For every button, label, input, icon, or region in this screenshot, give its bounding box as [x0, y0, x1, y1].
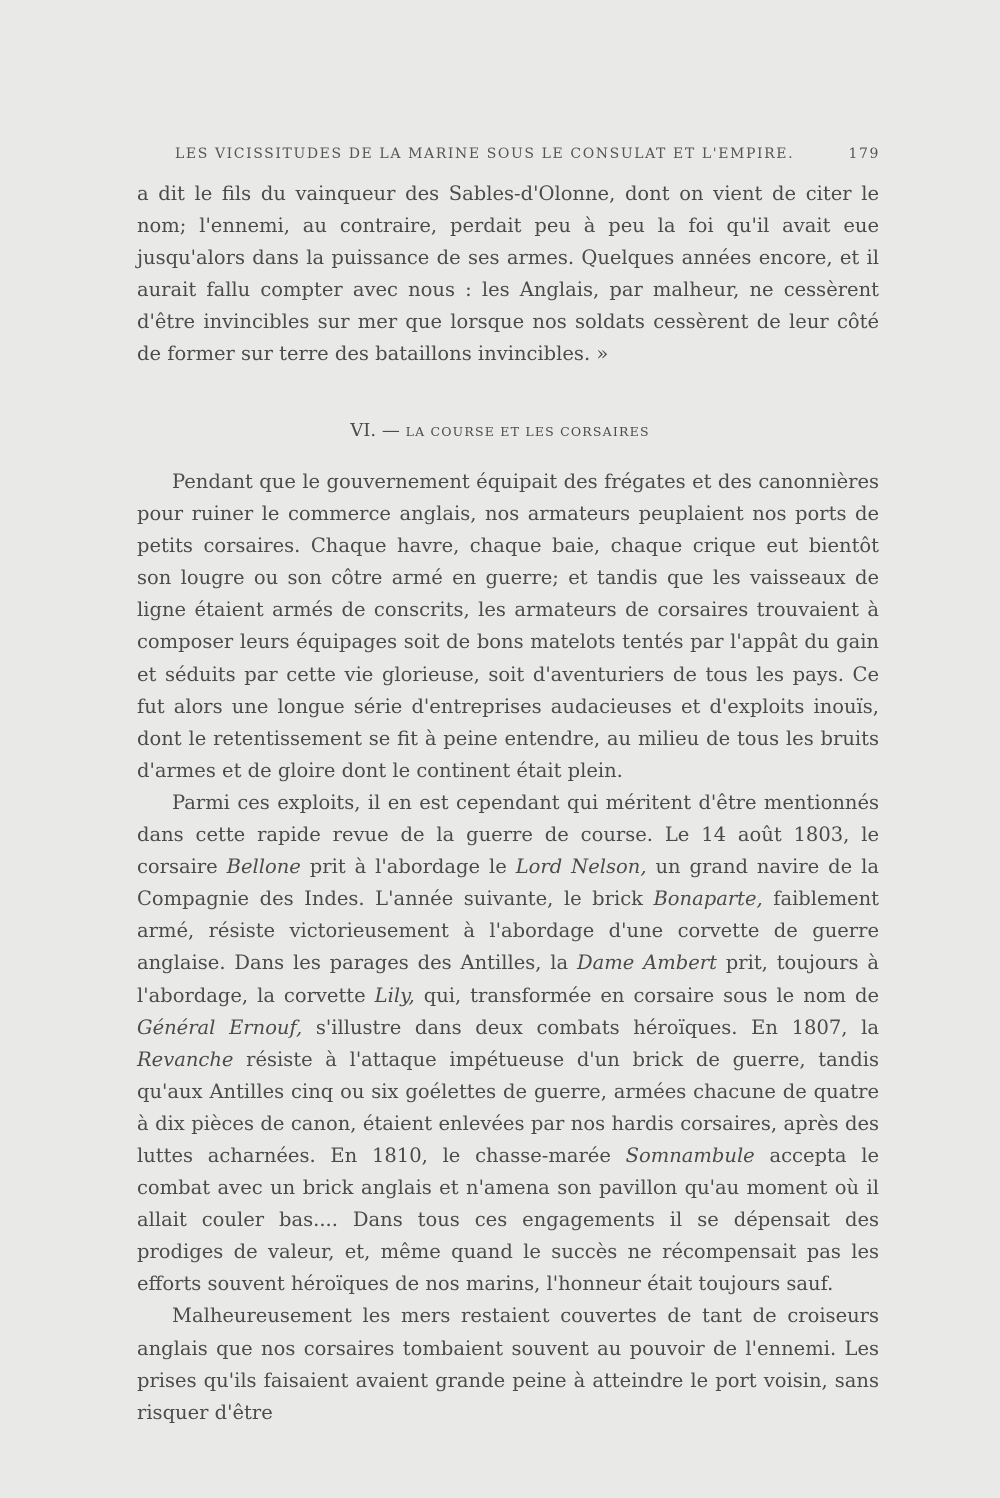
- paragraph-3: Malheureusement les mers restaient couvertes de tant de croiseurs anglais que nos corsaires tombaient souvent au pouvoir de l'ennemi. Les prises qu'ils faisaient avaient grande peine à atteindre le port voisin, sans risquer d'être: [137, 1304, 879, 1424]
- opening-paragraph-block: [137, 178, 879, 371]
- paragraph-2-text: faiblement armé, résiste victorieusement à l'abordage d'une corvette de guerre anglaise. Dans les parages des Antilles, la: [137, 887, 879, 975]
- page-number: 179: [848, 146, 880, 162]
- running-head: [175, 146, 880, 162]
- paragraph-2-text: accepta le combat avec un brick anglais et n'amena son pavillon qu'au moment où il allait couler bas.... Dans tous ces engagements il se dépensait des prodiges de valeur, et, même quand le succès ne récompensait pas les efforts souvent héroïques de nos marins, l'honneur était toujours sauf.: [137, 1143, 879, 1296]
- opening-paragraph: a dit le fils du vainqueur des Sables-d'Olonne, dont on vient de citer le nom; l'ennemi, au contraire, perdait peu à peu la foi qu'il avait eue jusqu'alors dans la puissance de ses armes. Quelques années encore, et il aurait fallu compter avec nous : les Anglais, par malheur, ne cessèrent d'être invincibles sur mer que lorsque nos soldats cessèrent de leur côté de former sur terre des bataillons invincibles. »: [137, 182, 879, 366]
- ship-name-somnambule: Somnambule: [625, 1143, 755, 1167]
- ship-name-revanche: Revanche: [137, 1047, 234, 1071]
- paragraph-2-text: résiste à l'attaque impétueuse d'un brick de guerre, tandis qu'aux Antilles cinq ou six goélettes de guerre, armées chacune de quatre à dix pièces de canon, étaient enlevées par nos hardis corsaires, après des luttes acharnées. En 1810, le chasse-marée: [137, 1047, 879, 1167]
- paragraph-2-text: prit à l'abordage le: [300, 855, 516, 879]
- ship-name-lord-nelson: Lord Nelson,: [515, 855, 647, 879]
- paragraph-2-text: qui, transformée en corsaire sous le nom de: [414, 983, 879, 1007]
- paragraph-1: Pendant que le gouvernement équipait des frégates et des canonnières pour ruiner le commerce anglais, nos armateurs peuplaient nos ports de petits corsaires. Chaque havre, chaque baie, chaque crique eut bientôt son lougre ou son côtre armé en guerre; et tandis que les vaisseaux de ligne étaient armés de conscrits, les armateurs de corsaires trouvaient à composer leurs équipages soit de bons matelots tentés par l'appât du gain et séduits par cette vie glorieuse, soit d'aventuriers de tous les pays. Ce fut alors une longue série d'entreprises audacieuses et d'exploits inouïs, dont le retentissement se fit à peine entendre, au milieu de tous les bruits d'armes et de gloire dont le continent était plein.: [137, 470, 879, 782]
- section-body: [137, 466, 879, 1429]
- section-number: VI. —: [350, 420, 400, 441]
- paragraph-2-text: un grand navire de la Compagnie des Indes. L'année suivante, le brick: [137, 855, 879, 911]
- ship-name-bonaparte: Bonaparte,: [653, 887, 763, 911]
- ship-name-lily: Lily,: [374, 983, 415, 1007]
- ship-name-bellone: Bellone: [226, 855, 301, 879]
- section-title: LA COURSE ET LES CORSAIRES: [405, 424, 650, 439]
- paragraph-2: [137, 787, 879, 1301]
- ship-name-dame-ambert: Dame Ambert: [577, 951, 717, 975]
- running-head-title: LES VICISSITUDES DE LA MARINE SOUS LE CONSULAT ET L'EMPIRE.: [175, 146, 795, 162]
- ship-name-general-ernouf: Général Ernouf,: [137, 1015, 303, 1039]
- paragraph-2-text: Parmi ces exploits, il en est cependant qui méritent d'être mentionnés dans cette rapide revue de la guerre de course. Le 14 août 1803, le corsaire: [137, 790, 879, 879]
- section-heading: [0, 420, 1000, 441]
- paragraph-2-text: s'illustre dans deux combats héroïques. En 1807, la: [302, 1015, 880, 1039]
- paragraph-2-text: prit, toujours à l'abordage, la corvette: [137, 951, 879, 1007]
